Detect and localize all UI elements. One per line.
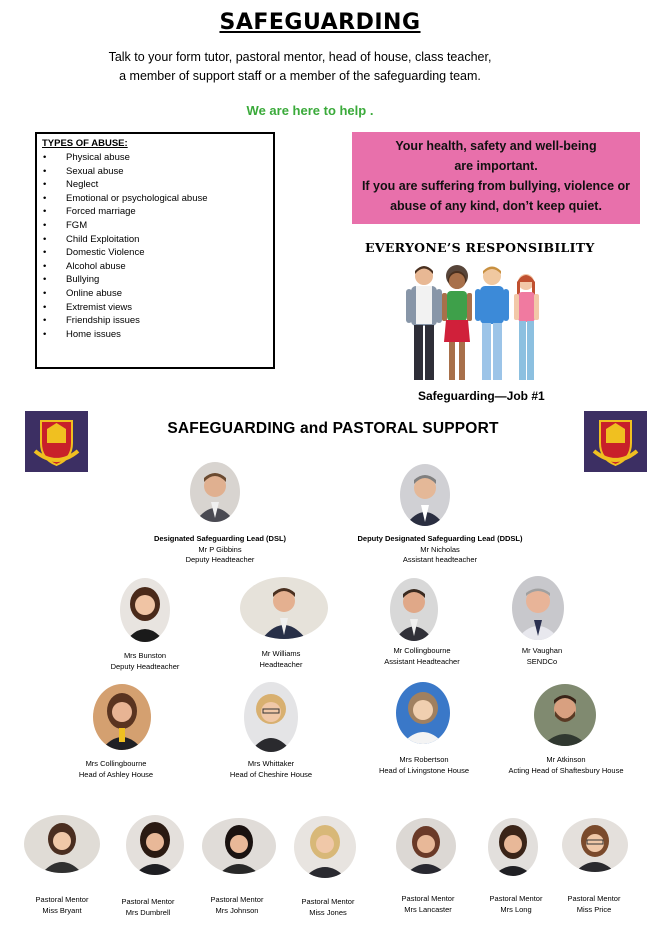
section-title: SAFEGUARDING and PASTORAL SUPPORT <box>167 420 499 437</box>
mentor-role: Pastoral Mentor <box>210 895 264 904</box>
staff-caption <box>201 649 361 670</box>
mentor-name: Mrs Dumbrell <box>125 907 171 917</box>
list-item: • Online abuse <box>42 287 268 301</box>
ddsl-name: Mr Nicholas <box>420 544 460 554</box>
avatar <box>24 815 100 873</box>
dsl-name: Mr P Gibbins <box>198 544 242 554</box>
wellbeing-line-4: abuse of any kind, don’t keep quiet. <box>390 199 602 213</box>
mentor-role: Pastoral Mentor <box>301 897 355 906</box>
staff-name: Mr Atkinson <box>546 755 586 764</box>
staff-title: Head of Livingstone House <box>378 765 470 775</box>
avatar <box>244 682 298 752</box>
staff-title: Head of Ashley House <box>78 769 154 779</box>
avatar <box>562 818 628 872</box>
wellbeing-box <box>352 132 640 224</box>
staff-caption <box>36 759 196 780</box>
staff-name: Mrs Bunston <box>123 651 167 660</box>
list-item: • Bullying <box>42 273 268 287</box>
wellbeing-line-1: Your health, safety and well-being <box>395 139 597 153</box>
avatar <box>126 815 184 875</box>
staff-caption <box>486 755 646 776</box>
list-item: • Emotional or psychological abuse <box>42 192 268 206</box>
list-item: • Neglect <box>42 178 268 192</box>
staff-title: Headteacher <box>259 659 303 669</box>
list-item: • Child Exploitation <box>42 233 268 247</box>
list-item: • Domestic Violence <box>42 246 268 260</box>
mentor-role: Pastoral Mentor <box>489 894 543 903</box>
staff-name: Mr Williams <box>261 649 301 658</box>
mentor-name: Miss Price <box>576 904 612 914</box>
staff-caption <box>191 759 351 780</box>
list-item: • Home issues <box>42 328 268 342</box>
avatar <box>400 464 450 526</box>
mentor-role: Pastoral Mentor <box>401 894 455 903</box>
responsibility-heading: EVERYONE’S RESPONSIBILITY <box>365 240 595 255</box>
avatar <box>512 576 564 640</box>
list-item: • Sexual abuse <box>42 165 268 179</box>
mentor-role: Pastoral Mentor <box>35 895 89 904</box>
mentor-name: Mrs Long <box>500 904 532 914</box>
safeguarding-job-caption: Safeguarding—Job #1 <box>418 389 545 403</box>
avatar <box>396 682 450 744</box>
mentor-caption <box>532 894 656 915</box>
avatar <box>294 816 356 878</box>
wellbeing-line-3: If you are suffering from bullying, violence or <box>361 179 631 193</box>
abuse-types-box <box>35 132 275 369</box>
avatar <box>190 462 240 522</box>
dsl-title: Deputy Headteacher <box>185 555 255 564</box>
list-item: • Forced marriage <box>42 205 268 219</box>
staff-name: Mrs Collingbourne <box>85 759 147 768</box>
dsl-caption <box>140 534 300 566</box>
staff-caption <box>344 755 504 776</box>
staff-title: Deputy Headteacher <box>110 661 180 671</box>
avatar <box>396 818 456 874</box>
mentor-name: Miss Bryant <box>42 905 82 915</box>
staff-title: Head of Cheshire House <box>229 769 313 779</box>
avatar <box>534 684 596 746</box>
list-item: • Extremist views <box>42 301 268 315</box>
list-item: • Alcohol abuse <box>42 260 268 274</box>
avatar <box>120 578 170 642</box>
avatar <box>240 577 328 639</box>
avatar <box>93 684 151 750</box>
abuse-heading: TYPES OF ABUSE: <box>42 138 128 149</box>
mentor-role: Pastoral Mentor <box>121 897 175 906</box>
staff-name: Mrs Robertson <box>399 755 449 764</box>
mentor-name: Mrs Johnson <box>215 905 259 915</box>
staff-name: Mrs Whittaker <box>247 759 295 768</box>
list-item: • Physical abuse <box>42 151 268 165</box>
staff-title: Acting Head of Shaftesbury House <box>508 765 624 775</box>
ddsl-title: Assistant headteacher <box>402 555 478 564</box>
mentor-role: Pastoral Mentor <box>567 894 621 903</box>
dsl-role: Designated Safeguarding Lead (DSL) <box>153 534 287 543</box>
staff-title: SENDCo <box>526 656 558 666</box>
mentor-name: Miss Jones <box>309 907 347 917</box>
mentor-name: Mrs Lancaster <box>404 904 452 914</box>
people-illustration <box>402 262 544 386</box>
intro-line-1: Talk to your form tutor, pastoral mentor, head of house, class teacher, <box>108 50 492 64</box>
intro-text <box>60 48 540 86</box>
ddsl-caption <box>340 534 540 566</box>
staff-caption <box>462 646 622 667</box>
list-item: • FGM <box>42 219 268 233</box>
help-text: We are here to help . <box>246 103 374 118</box>
list-item: • Friendship issues <box>42 314 268 328</box>
intro-line-2: a member of support staff or a member of the safeguarding team. <box>119 69 481 83</box>
page-title: SAFEGUARDING <box>219 10 421 35</box>
avatar <box>202 818 276 874</box>
ddsl-role: Deputy Designated Safeguarding Lead (DDSL) <box>357 534 523 543</box>
staff-name: Mr Collingbourne <box>393 646 451 655</box>
abuse-list <box>42 151 268 341</box>
staff-name: Mr Vaughan <box>521 646 563 655</box>
wellbeing-line-2: are important. <box>454 159 538 173</box>
staff-title: Assistant Headteacher <box>384 656 460 666</box>
avatar <box>390 578 438 641</box>
avatar <box>488 818 538 876</box>
